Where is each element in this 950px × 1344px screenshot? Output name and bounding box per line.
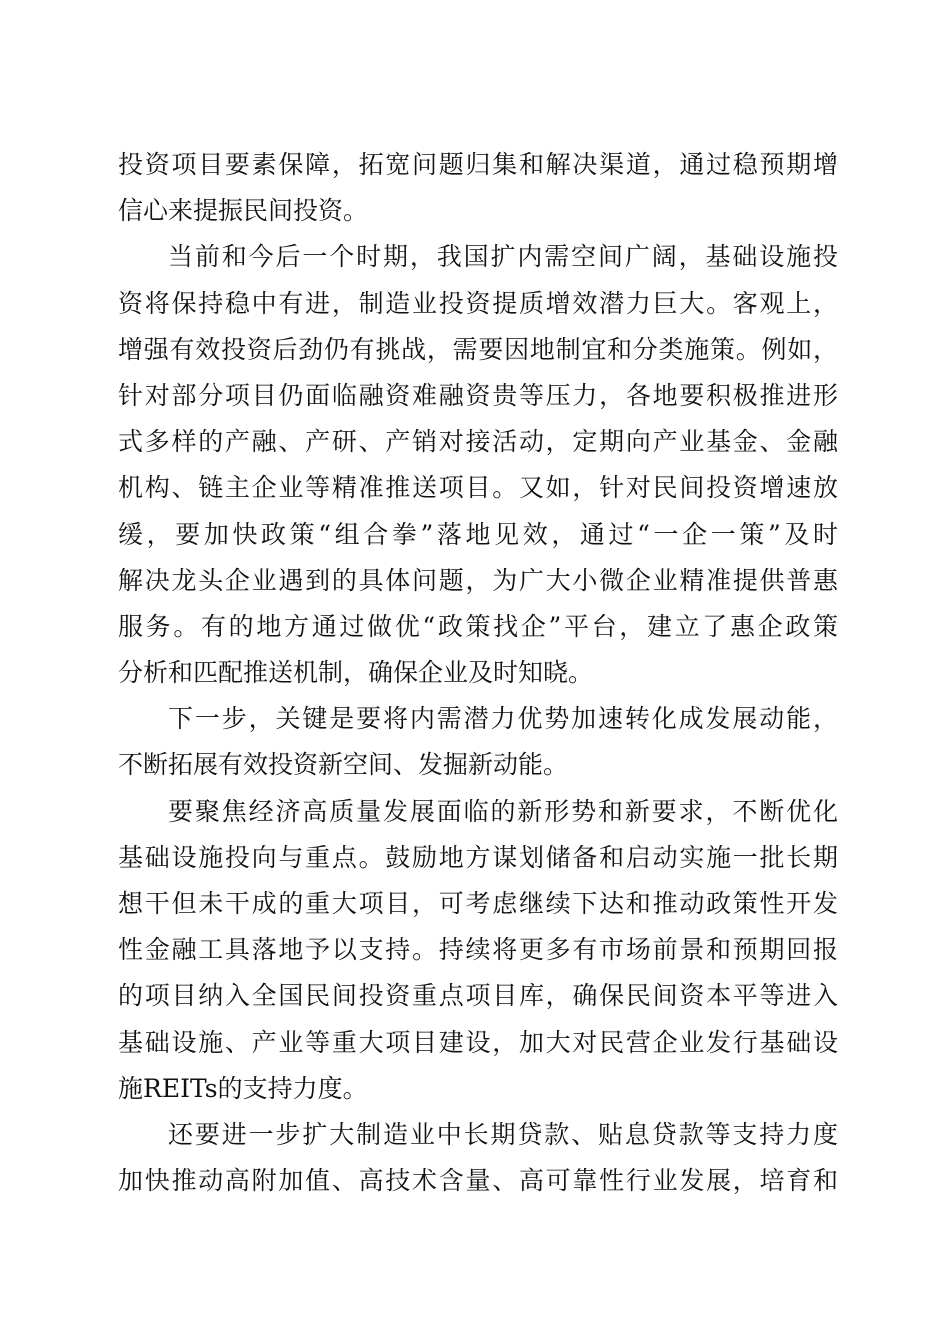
text-line: 想干但未干成的重大项目，可考虑继续下达和推动政策性开发 (118, 889, 838, 918)
text-line: 下一步，关键是要将内需潜力优势加速转化成发展动能， (168, 704, 838, 734)
text-line: 基础设施、产业等重大项目建设，加大对民营企业发行基础设 (118, 1027, 838, 1057)
text-line: 机构、链主企业等精准推送项目。又如，针对民间投资增速放 (118, 473, 838, 503)
text-line: 服务。有的地方通过做优“政策找企”平台，建立了惠企政策 (118, 611, 838, 641)
text-line: 性金融工具落地予以支持。持续将更多有市场前景和预期回报 (118, 935, 838, 965)
text-line: 投资项目要素保障，拓宽问题归集和解决渠道，通过稳预期增 (118, 150, 838, 179)
text-line: 加快推动高附加值、高技术含量、高可靠性行业发展，培育和 (118, 1166, 838, 1196)
text-line: 还要进一步扩大制造业中长期贷款、贴息贷款等支持力度 (168, 1119, 838, 1149)
text-line: 不断拓展有效投资新空间、发掘新动能。 (118, 750, 569, 780)
text-line: 基础设施投向与重点。鼓励地方谋划储备和启动实施一批长期 (118, 842, 838, 872)
text-line: 式多样的产融、产研、产销对接活动，定期向产业基金、金融 (118, 427, 838, 457)
text-line: 针对部分项目仍面临融资难融资贵等压力，各地要积极推进形 (118, 380, 838, 410)
text-line: 要聚焦经济高质量发展面临的新形势和新要求，不断优化 (168, 796, 838, 826)
text-line: 资将保持稳中有进，制造业投资提质增效潜力巨大。客观上， (118, 288, 838, 318)
text-line: 当前和今后一个时期，我国扩内需空间广阔，基础设施投 (168, 242, 838, 272)
text-line: 的项目纳入全国民间投资重点项目库，确保民间资本平等进入 (118, 981, 838, 1011)
text-line: 增强有效投资后劲仍有挑战，需要因地制宜和分类施策。例如， (118, 334, 838, 364)
text-line: 解决龙头企业遇到的具体问题，为广大小微企业精准提供普惠 (118, 565, 838, 595)
text-line: 信心来提振民间投资。 (118, 196, 369, 226)
text-line: 施REITs的支持力度。 (118, 1073, 368, 1103)
text-line: 缓，要加快政策“组合拳”落地见效，通过“一企一策”及时 (118, 519, 838, 549)
text-line: 分析和匹配推送机制，确保企业及时知晓。 (118, 658, 594, 688)
document-body (118, 142, 838, 1204)
